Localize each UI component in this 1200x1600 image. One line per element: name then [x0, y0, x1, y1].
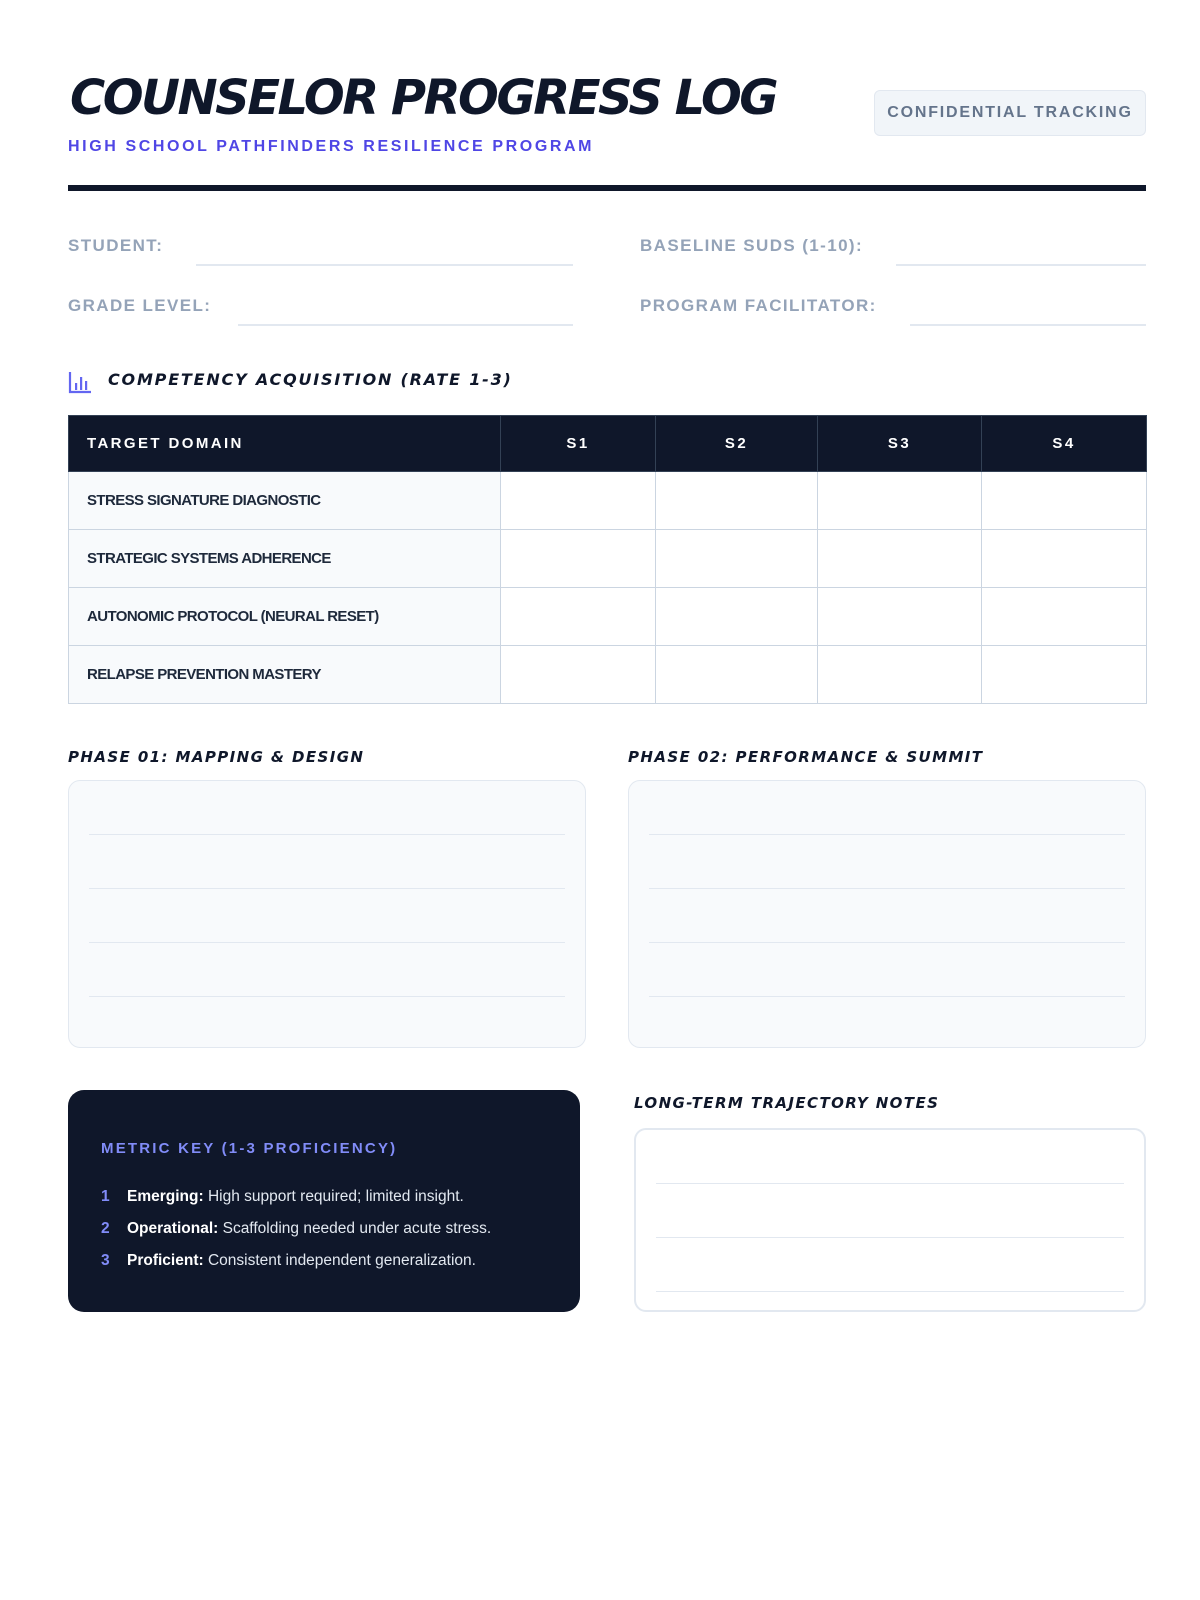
domain-cell: RELAPSE PREVENTION MASTERY — [69, 646, 501, 704]
column-header-s3: S3 — [818, 416, 982, 472]
domain-cell: STRESS SIGNATURE DIAGNOSTIC — [69, 472, 501, 530]
rating-cell[interactable] — [818, 588, 982, 646]
metric-number: 1 — [101, 1188, 110, 1205]
metric-term: Operational: — [127, 1220, 219, 1237]
column-header-domain: TARGET DOMAIN — [69, 416, 501, 472]
rating-cell[interactable] — [501, 646, 656, 704]
header-divider — [68, 185, 1146, 191]
phase-02-label: PHASE 02: PERFORMANCE & SUMMIT — [628, 748, 984, 766]
metric-number: 3 — [101, 1252, 110, 1269]
note-line — [649, 888, 1125, 889]
metric-description: Consistent independent generalization. — [203, 1252, 476, 1269]
metric-key-item — [101, 1188, 464, 1206]
metric-key-item — [101, 1252, 476, 1270]
rating-cell[interactable] — [982, 472, 1147, 530]
metric-key-item — [101, 1220, 491, 1238]
note-line — [656, 1183, 1124, 1184]
bar-chart-icon — [68, 370, 92, 394]
rating-cell[interactable] — [656, 646, 818, 704]
note-line — [89, 996, 565, 997]
rating-cell[interactable] — [818, 530, 982, 588]
phase-01-label: PHASE 01: MAPPING & DESIGN — [68, 748, 365, 766]
rating-cell[interactable] — [982, 646, 1147, 704]
long-term-notes-box[interactable] — [634, 1128, 1146, 1312]
phase-02-notes[interactable] — [628, 780, 1146, 1048]
note-line — [656, 1237, 1124, 1238]
rating-cell[interactable] — [656, 472, 818, 530]
note-line — [89, 888, 565, 889]
rating-cell[interactable] — [656, 588, 818, 646]
table-row — [69, 530, 1147, 588]
grade-level-input-line[interactable] — [238, 324, 573, 326]
metric-number: 2 — [101, 1220, 110, 1237]
rating-cell[interactable] — [982, 530, 1147, 588]
phase-01-notes[interactable] — [68, 780, 586, 1048]
competency-table — [68, 415, 1147, 704]
column-header-s1: S1 — [501, 416, 656, 472]
column-header-s4: S4 — [982, 416, 1147, 472]
baseline-suds-field[interactable] — [640, 236, 1146, 266]
competency-heading — [68, 368, 768, 396]
long-term-notes-label: LONG-TERM TRAJECTORY NOTES — [634, 1094, 940, 1112]
grade-level-label: GRADE LEVEL: — [68, 296, 212, 315]
metric-description: Scaffolding needed under acute stress. — [218, 1220, 492, 1237]
note-line — [89, 834, 565, 835]
program-subtitle: HIGH SCHOOL PATHFINDERS RESILIENCE PROGRAM — [68, 138, 595, 155]
table-row — [69, 588, 1147, 646]
facilitator-label: PROGRAM FACILITATOR: — [640, 296, 877, 315]
note-line — [656, 1291, 1124, 1292]
domain-cell: STRATEGIC SYSTEMS ADHERENCE — [69, 530, 501, 588]
grade-level-field[interactable] — [68, 296, 573, 326]
facilitator-field[interactable] — [640, 296, 1146, 326]
rating-cell[interactable] — [501, 530, 656, 588]
note-line — [649, 942, 1125, 943]
metric-term: Emerging: — [127, 1188, 204, 1205]
baseline-suds-input-line[interactable] — [896, 264, 1146, 266]
metric-term: Proficient: — [127, 1252, 204, 1269]
table-row — [69, 472, 1147, 530]
facilitator-input-line[interactable] — [910, 324, 1146, 326]
note-line — [649, 834, 1125, 835]
domain-cell: AUTONOMIC PROTOCOL (NEURAL RESET) — [69, 588, 501, 646]
note-line — [89, 942, 565, 943]
baseline-suds-label: BASELINE SUDS (1-10): — [640, 236, 864, 255]
page-title: COUNSELOR PROGRESS LOG — [70, 70, 777, 126]
note-line — [649, 996, 1125, 997]
student-input-line[interactable] — [196, 264, 573, 266]
rating-cell[interactable] — [982, 588, 1147, 646]
header — [68, 70, 1146, 155]
rating-cell[interactable] — [818, 646, 982, 704]
student-label: STUDENT: — [68, 236, 164, 255]
table-row — [69, 646, 1147, 704]
student-field[interactable] — [68, 236, 573, 266]
metric-key-panel — [68, 1090, 580, 1312]
rating-cell[interactable] — [501, 588, 656, 646]
metric-description: High support required; limited insight. — [203, 1188, 464, 1205]
column-header-s2: S2 — [656, 416, 818, 472]
confidential-badge: CONFIDENTIAL TRACKING — [874, 90, 1146, 136]
rating-cell[interactable] — [501, 472, 656, 530]
table-header-row — [69, 416, 1147, 472]
metric-key-title: METRIC KEY (1-3 PROFICIENCY) — [101, 1140, 398, 1157]
rating-cell[interactable] — [656, 530, 818, 588]
competency-title: COMPETENCY ACQUISITION (RATE 1-3) — [108, 370, 513, 389]
rating-cell[interactable] — [818, 472, 982, 530]
